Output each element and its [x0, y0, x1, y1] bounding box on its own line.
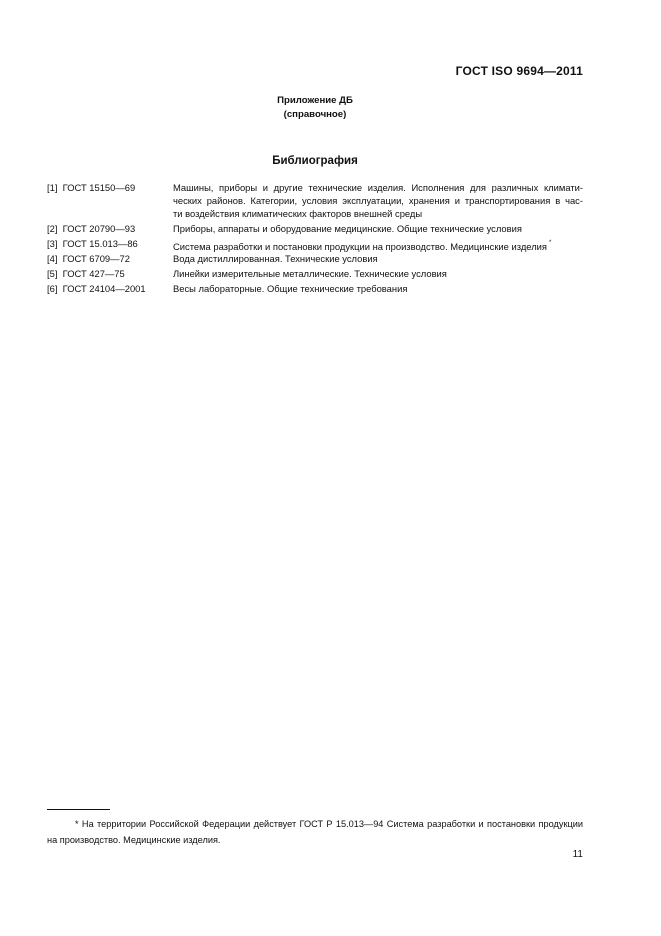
entry-reference [47, 237, 173, 253]
page-number: 11 [572, 849, 583, 860]
entry-number: [3] [47, 238, 58, 249]
bibliography-entry [47, 237, 583, 253]
entry-reference [47, 252, 173, 265]
entry-reference [47, 282, 173, 295]
bibliography-entry [47, 181, 583, 220]
entry-number: [6] [47, 283, 58, 294]
entry-title [173, 282, 583, 295]
entry-title-line: ти воздействия климатических факторов внешней среды [173, 208, 423, 219]
document-header: ГОСТ ISO 9694—2011 [455, 64, 583, 78]
entry-title-line: Приборы, аппараты и оборудование медицинские. Общие технические условия [173, 223, 522, 234]
entry-standard: ГОСТ 427—75 [62, 268, 125, 279]
entry-title-line: Система разработки и постановки продукции на производство. Медицинские изделия [173, 241, 547, 252]
footnote-marker: * [548, 240, 552, 246]
entry-title [173, 222, 583, 235]
entry-standard: ГОСТ 15.013—86 [62, 238, 138, 249]
entry-reference [47, 181, 173, 220]
entry-standard: ГОСТ 15150—69 [62, 182, 136, 193]
entry-number: [2] [47, 223, 58, 234]
entry-title [173, 237, 583, 253]
bibliography-entry [47, 222, 583, 235]
entry-title-line: Вода дистиллированная. Технические условия [173, 253, 378, 264]
entry-title-line: Весы лабораторные. Общие технические требования [173, 283, 408, 294]
entry-title-line: ческих районов. Категории, условия эксплуатации, хранения и транспортирования в час- [173, 195, 583, 206]
entry-number: [4] [47, 253, 58, 264]
footnote-divider [47, 809, 110, 810]
entry-title [173, 181, 583, 220]
entry-title [173, 252, 583, 265]
appendix-subtitle: (справочное) [283, 109, 347, 120]
bibliography-heading: Библиография [272, 155, 358, 167]
bibliography-entry [47, 252, 583, 265]
entry-title-line: Линейки измерительные металлические. Технические условия [173, 268, 447, 279]
entry-number: [1] [47, 182, 58, 193]
entry-title [173, 267, 583, 280]
footnote: * На территории Российской Федерации действует ГОСТ Р 15.013—94 Система разработки и постановки продукции на производство. Медицинские изделия. [47, 819, 583, 845]
entry-standard: ГОСТ 6709—72 [62, 253, 130, 264]
entry-number: [5] [47, 268, 58, 279]
entry-reference [47, 267, 173, 280]
entry-standard: ГОСТ 24104—2001 [62, 283, 146, 294]
entry-reference [47, 222, 173, 235]
appendix-title: Приложение ДБ [277, 95, 353, 106]
bibliography-entry [47, 267, 583, 280]
bibliography-entry [47, 282, 583, 295]
entry-title-line: Машины, приборы и другие технические изделия. Исполнения для различных климати- [173, 182, 583, 193]
entry-standard: ГОСТ 20790—93 [62, 223, 136, 234]
